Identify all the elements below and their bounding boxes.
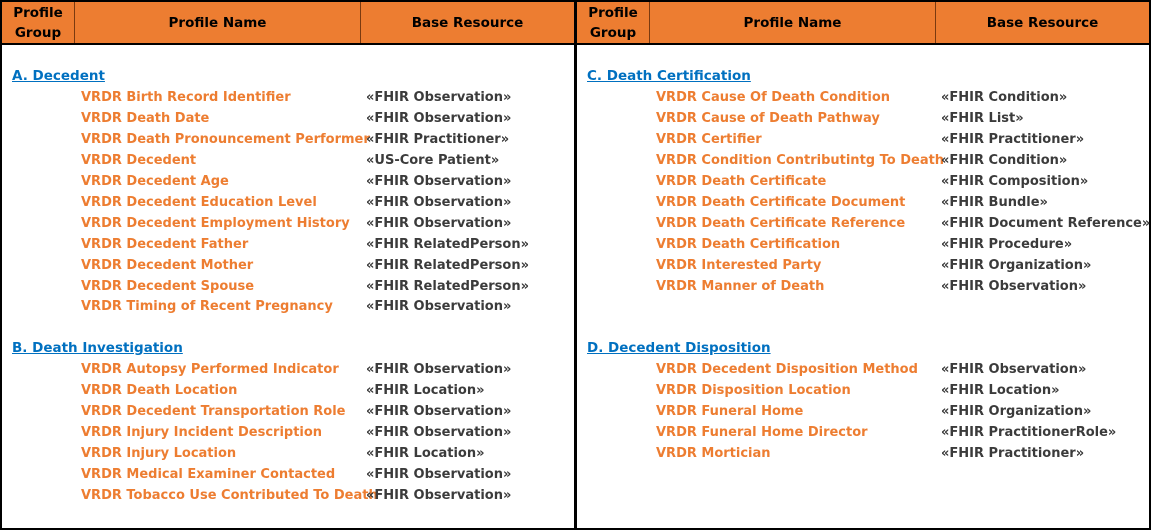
profile-name: VRDR Death Certificate Document	[656, 195, 906, 210]
table-row	[577, 111, 1149, 132]
profile-name: VRDR Injury Location	[81, 446, 237, 461]
profile-name: VRDR Mortician	[656, 446, 771, 461]
base-resource: «FHIR Observation»	[366, 404, 512, 419]
profile-name: VRDR Condition Contributintg To Death	[656, 153, 945, 168]
base-resource: «FHIR Organization»	[941, 258, 1092, 273]
base-resource: «FHIR Organization»	[941, 404, 1092, 419]
profile-name: VRDR Decedent Education Level	[81, 195, 317, 210]
profile-name: VRDR Tobacco Use Contributed To Death	[81, 488, 378, 503]
group-heading[interactable]: C. Death Certification	[587, 68, 751, 84]
table-row	[2, 299, 574, 320]
profile-name: VRDR Decedent Mother	[81, 258, 254, 273]
table-row	[577, 446, 1149, 467]
base-resource: «FHIR Observation»	[941, 362, 1087, 377]
base-resource: «US-Core Patient»	[366, 153, 500, 168]
table-row	[2, 425, 574, 446]
profile-name: VRDR Manner of Death	[656, 279, 825, 294]
table-row	[577, 404, 1149, 425]
table-row	[577, 174, 1149, 195]
base-resource: «FHIR Procedure»	[941, 237, 1073, 252]
table-row	[577, 90, 1149, 111]
profile-name: VRDR Funeral Home Director	[656, 425, 868, 440]
table-row	[2, 362, 574, 383]
table-row	[577, 153, 1149, 174]
base-resource: «FHIR Practitioner»	[941, 446, 1085, 461]
profile-name: VRDR Timing of Recent Pregnancy	[81, 299, 333, 314]
profile-name: VRDR Certifier	[656, 132, 762, 147]
table-row	[2, 279, 574, 300]
base-resource: «FHIR RelatedPerson»	[366, 237, 530, 252]
table-row	[2, 383, 574, 404]
base-resource: «FHIR RelatedPerson»	[366, 258, 530, 273]
profile-name: VRDR Funeral Home	[656, 404, 804, 419]
table-row	[2, 404, 574, 425]
profile-name: VRDR Death Date	[81, 111, 210, 126]
base-resource: «FHIR Practitioner»	[366, 132, 510, 147]
table-row	[2, 195, 574, 216]
base-resource: «FHIR Observation»	[366, 216, 512, 231]
table-row	[2, 90, 574, 111]
header-profile-group: Profile Group	[2, 2, 75, 43]
base-resource: «FHIR Location»	[366, 383, 485, 398]
profile-name: VRDR Decedent Spouse	[81, 279, 255, 294]
profile-name: VRDR Cause Of Death Condition	[656, 90, 890, 105]
table-row	[2, 132, 574, 153]
table-header	[577, 2, 1149, 45]
base-resource: «FHIR Condition»	[941, 153, 1068, 168]
table-row	[2, 153, 574, 174]
header-profile-name: Profile Name	[650, 2, 936, 43]
base-resource: «FHIR Observation»	[366, 299, 512, 314]
table-row	[2, 111, 574, 132]
table-row	[577, 425, 1149, 446]
profile-name: VRDR Death Pronouncement Performer	[81, 132, 370, 147]
header-profile-name: Profile Name	[75, 2, 361, 43]
profile-name: VRDR Death Certification	[656, 237, 841, 252]
base-resource: «FHIR Observation»	[366, 362, 512, 377]
base-resource: «FHIR Observation»	[941, 279, 1087, 294]
profile-name: VRDR Decedent Disposition Method	[656, 362, 918, 377]
base-resource: «FHIR Document Reference»	[941, 216, 1151, 231]
header-profile-group: Profile Group	[577, 2, 650, 43]
table-row	[577, 258, 1149, 279]
table-row	[2, 237, 574, 258]
table-row	[2, 216, 574, 237]
group-heading[interactable]: B. Death Investigation	[12, 340, 183, 356]
header-base-resource: Base Resource	[411, 14, 524, 31]
profile-name: VRDR Death Certificate	[656, 174, 827, 189]
base-resource: «FHIR Practitioner»	[941, 132, 1085, 147]
base-resource: «FHIR Observation»	[366, 195, 512, 210]
table-row	[577, 237, 1149, 258]
base-resource: «FHIR RelatedPerson»	[366, 279, 530, 294]
table-row	[2, 258, 574, 279]
table-row	[577, 132, 1149, 153]
base-resource: «FHIR Observation»	[366, 111, 512, 126]
profile-name: VRDR Decedent Employment History	[81, 216, 350, 231]
table-row	[2, 467, 574, 488]
table-row	[577, 279, 1149, 300]
group-heading[interactable]: A. Decedent	[12, 68, 105, 84]
table-row	[577, 383, 1149, 404]
profile-name: VRDR Decedent	[81, 153, 197, 168]
base-resource: «FHIR Location»	[366, 446, 485, 461]
base-resource: «FHIR Condition»	[941, 90, 1068, 105]
profile-name: VRDR Birth Record Identifier	[81, 90, 291, 105]
base-resource: «FHIR PractitionerRole»	[941, 425, 1117, 440]
table-row	[2, 488, 574, 509]
profile-name: VRDR Disposition Location	[656, 383, 851, 398]
profile-name: VRDR Cause of Death Pathway	[656, 111, 880, 126]
table-header	[2, 2, 574, 45]
profile-name: VRDR Death Certificate Reference	[656, 216, 906, 231]
profile-name: VRDR Injury Incident Description	[81, 425, 323, 440]
table-row	[577, 362, 1149, 383]
base-resource: «FHIR Observation»	[366, 425, 512, 440]
table-row	[577, 195, 1149, 216]
profile-name: VRDR Medical Examiner Contacted	[81, 467, 336, 482]
base-resource: «FHIR Observation»	[366, 174, 512, 189]
table-row	[2, 446, 574, 467]
profile-name: VRDR Autopsy Performed Indicator	[81, 362, 339, 377]
table-row	[2, 174, 574, 195]
header-base-resource: Base Resource	[986, 14, 1099, 31]
profile-name: VRDR Death Location	[81, 383, 238, 398]
base-resource: «FHIR Location»	[941, 383, 1060, 398]
base-resource: «FHIR Observation»	[366, 467, 512, 482]
profile-name: VRDR Interested Party	[656, 258, 822, 273]
base-resource: «FHIR Composition»	[941, 174, 1089, 189]
group-heading[interactable]: D. Decedent Disposition	[587, 340, 771, 356]
base-resource: «FHIR Observation»	[366, 90, 512, 105]
table-row	[577, 216, 1149, 237]
base-resource: «FHIR List»	[941, 111, 1024, 126]
base-resource: «FHIR Observation»	[366, 488, 512, 503]
right-panel	[576, 0, 1151, 530]
base-resource: «FHIR Bundle»	[941, 195, 1048, 210]
profile-name: VRDR Decedent Age	[81, 174, 229, 189]
profile-name: VRDR Decedent Father	[81, 237, 249, 252]
profile-name: VRDR Decedent Transportation Role	[81, 404, 346, 419]
